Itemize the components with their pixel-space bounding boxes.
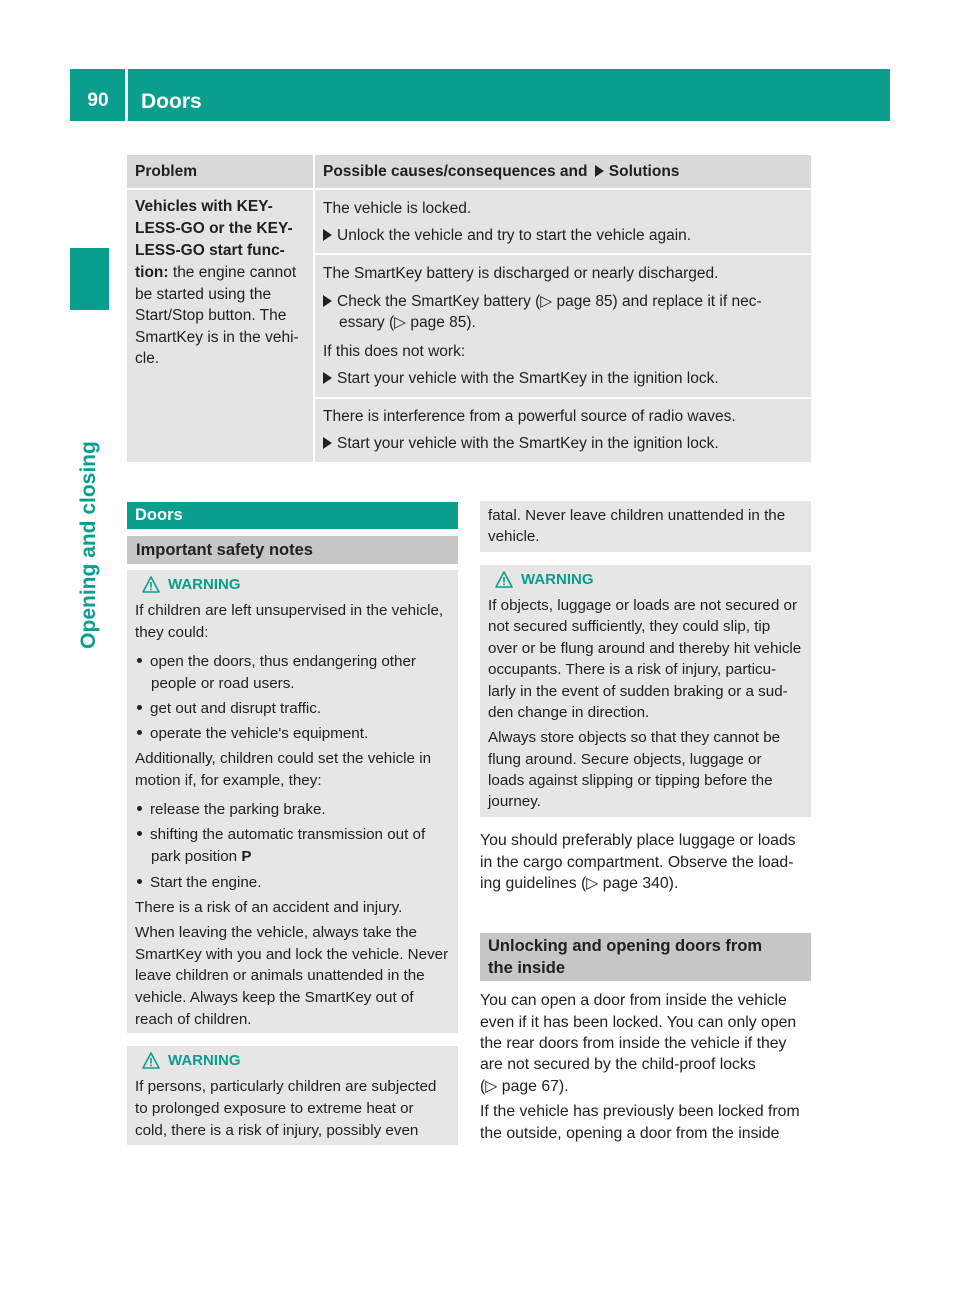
bullet-icon bbox=[137, 705, 142, 710]
column-header-solutions: Possible causes/consequences and Solutions bbox=[323, 163, 680, 180]
list-item: get out and disrupt traffic. bbox=[137, 698, 321, 720]
warning-triangle-icon bbox=[495, 571, 513, 588]
problem-title: LESS-GO or the KEY- bbox=[135, 220, 293, 237]
bullet-icon bbox=[137, 658, 142, 663]
cause-text: The SmartKey battery is discharged or nearly discharged. bbox=[323, 265, 719, 282]
body-text: (▷ page 67). bbox=[480, 1078, 569, 1095]
problem-title: Vehicles with KEY- bbox=[135, 198, 273, 215]
solution-arrow-icon bbox=[323, 229, 332, 241]
warning-text: SmartKey with you and lock the vehicle. Never bbox=[135, 946, 449, 963]
warning-text: reach of children. bbox=[135, 1011, 252, 1028]
subsection-heading: Unlocking and opening doors from bbox=[488, 937, 763, 955]
warning-text: larly in the event of sudden braking or a sud- bbox=[488, 683, 788, 700]
problem-description: tion: the engine cannot bbox=[135, 264, 297, 281]
body-text: are not secured by the child-proof locks bbox=[480, 1056, 756, 1073]
table-row-divider bbox=[127, 188, 811, 190]
warning-text: they could: bbox=[135, 624, 209, 641]
solution-step: Check the SmartKey battery (▷ page 85) and replace it if nec- bbox=[323, 291, 762, 313]
column-header-problem: Problem bbox=[135, 163, 198, 180]
solution-arrow-icon bbox=[595, 165, 604, 177]
warning-text: If objects, luggage or loads are not secured or bbox=[488, 597, 798, 614]
list-item: operate the vehicle's equipment. bbox=[137, 723, 368, 745]
solution-arrow-icon bbox=[323, 437, 332, 449]
warning-text: When leaving the vehicle, always take the bbox=[135, 924, 417, 941]
cause-text: The vehicle is locked. bbox=[323, 200, 472, 217]
list-item-continued: park position P bbox=[151, 848, 252, 865]
warning-triangle-icon bbox=[142, 1052, 160, 1069]
warning-triangle-icon bbox=[142, 576, 160, 593]
bullet-icon bbox=[137, 831, 142, 836]
solution-step-continued: essary (▷ page 85). bbox=[339, 314, 476, 331]
warning-text: over or be flung around and thereby hit vehicle bbox=[488, 640, 802, 657]
bullet-icon bbox=[137, 806, 142, 811]
warning-text: journey. bbox=[488, 793, 541, 810]
warning-text: vehicle. bbox=[488, 528, 540, 545]
problem-description: Start/Stop button. The bbox=[135, 307, 287, 324]
body-text: If the vehicle has previously been locked from bbox=[480, 1103, 800, 1120]
body-text: You can open a door from inside the vehicle bbox=[480, 992, 787, 1009]
chapter-tab-marker bbox=[70, 248, 109, 310]
body-text: the rear doors from inside the vehicle if they bbox=[480, 1035, 787, 1052]
warning-text: flung around. Secure objects, luggage or bbox=[488, 751, 762, 768]
list-item: open the doors, thus endangering other bbox=[137, 651, 416, 673]
list-item-continued: people or road users. bbox=[151, 675, 295, 692]
warning-text: leave children or animals unattended in the bbox=[135, 967, 425, 984]
warning-text: to prolonged exposure to extreme heat or bbox=[135, 1100, 414, 1117]
page-title: Doors bbox=[141, 90, 202, 113]
page-number: 90 bbox=[87, 90, 109, 111]
warning-label: WARNING bbox=[168, 576, 241, 593]
warning-label: WARNING bbox=[521, 571, 594, 588]
warning-text: Additionally, children could set the vehicle in bbox=[135, 750, 432, 767]
warning-text: loads against slipping or tipping before the bbox=[488, 772, 773, 789]
bullet-icon bbox=[137, 730, 142, 735]
subsection-heading: Important safety notes bbox=[127, 536, 458, 564]
problem-description: cle. bbox=[135, 350, 160, 367]
warning-text: den change in direction. bbox=[488, 704, 650, 721]
solution-arrow-icon bbox=[323, 295, 332, 307]
warning-text: There is a risk of an accident and injury. bbox=[135, 899, 403, 916]
warning-text: motion if, for example, they: bbox=[135, 772, 322, 789]
warning-text: occupants. There is a risk of injury, particu- bbox=[488, 661, 777, 678]
header-divider bbox=[125, 69, 128, 121]
list-item: release the parking brake. bbox=[137, 799, 326, 821]
body-text: the outside, opening a door from the inside bbox=[480, 1125, 780, 1142]
solution-step: Start your vehicle with the SmartKey in the ignition lock. bbox=[323, 368, 719, 390]
list-item: shifting the automatic transmission out of bbox=[137, 824, 425, 846]
warning-text: cold, there is a risk of injury, possibly even bbox=[135, 1122, 419, 1139]
subsection-heading: the inside bbox=[488, 959, 566, 977]
solution-step: Start your vehicle with the SmartKey in the ignition lock. bbox=[323, 433, 719, 455]
warning-text: vehicle. Always keep the SmartKey out of bbox=[135, 989, 414, 1006]
problem-title: LESS-GO start func- bbox=[135, 242, 285, 259]
warning-label: WARNING bbox=[168, 1052, 241, 1069]
warning-text: Always store objects so that they cannot be bbox=[488, 729, 781, 746]
solution-arrow-icon bbox=[323, 372, 332, 384]
warning-text: If persons, particularly children are subjected bbox=[135, 1078, 437, 1095]
body-text: ing guidelines (▷ page 340). bbox=[480, 875, 679, 892]
warning-text: fatal. Never leave children unattended in the bbox=[488, 507, 786, 524]
problem-description: be started using the bbox=[135, 286, 272, 303]
body-text: You should preferably place luggage or loads bbox=[480, 832, 796, 849]
bullet-icon bbox=[137, 879, 142, 884]
table-row-divider bbox=[315, 397, 811, 399]
cause-text: There is interference from a powerful source of radio waves. bbox=[323, 408, 736, 425]
table-column-divider bbox=[313, 155, 315, 462]
body-text: even if it has been locked. You can only open bbox=[480, 1014, 797, 1031]
list-item: Start the engine. bbox=[137, 872, 261, 894]
table-row-divider bbox=[315, 253, 811, 255]
warning-text: not secured sufficiently, they could slip, tip bbox=[488, 618, 771, 635]
problem-description: SmartKey is in the vehi- bbox=[135, 329, 299, 346]
solution-step: Unlock the vehicle and try to start the vehicle again. bbox=[323, 225, 691, 247]
body-text: in the cargo compartment. Observe the load- bbox=[480, 854, 794, 871]
fallback-text: If this does not work: bbox=[323, 343, 466, 360]
warning-text: If children are left unsupervised in the vehicle, bbox=[135, 602, 444, 619]
chapter-title: Opening and closing bbox=[77, 441, 100, 649]
section-heading: Doors bbox=[127, 502, 458, 529]
